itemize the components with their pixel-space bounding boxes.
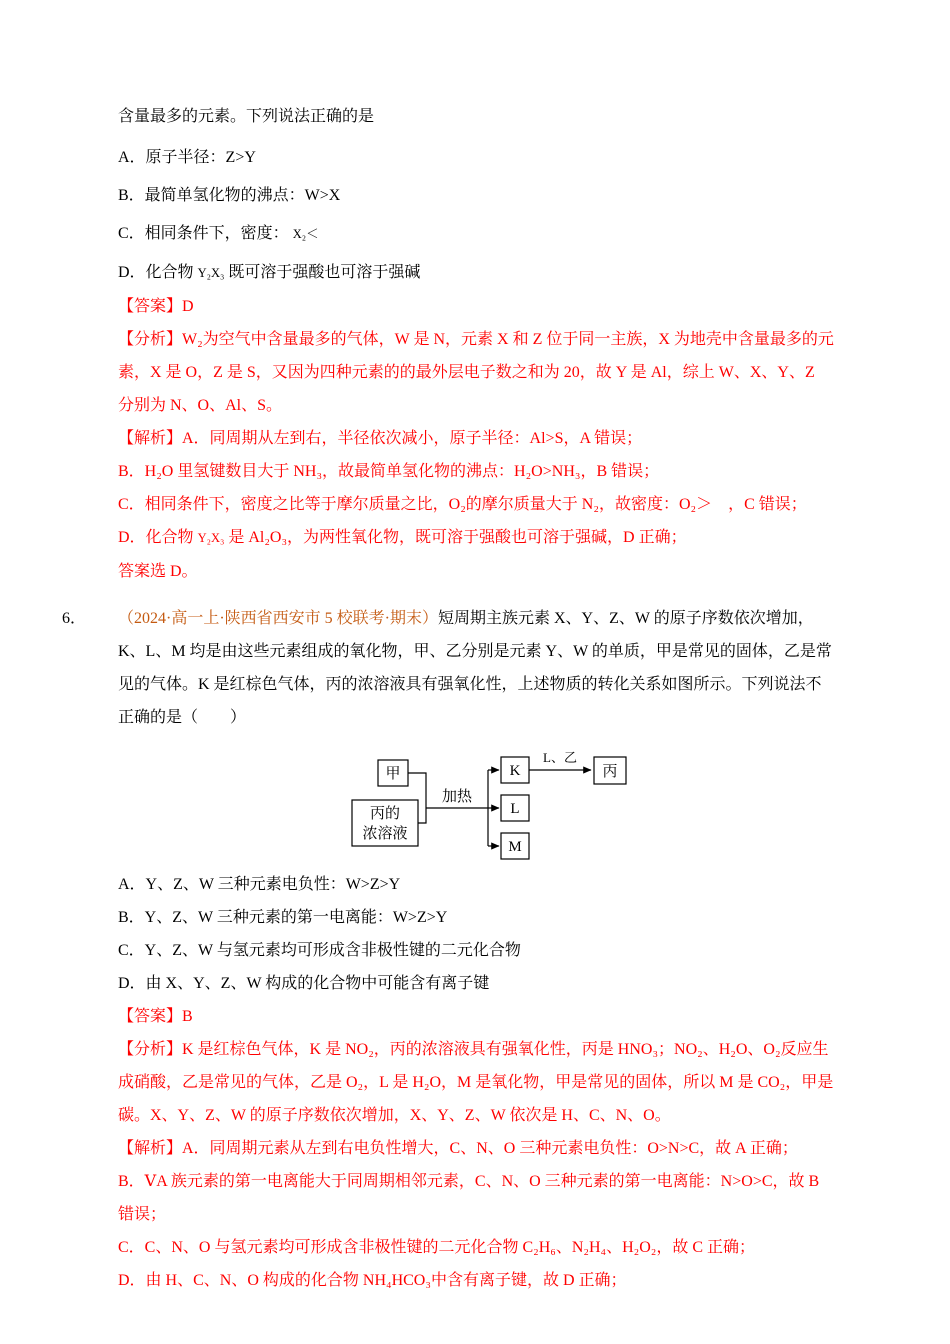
q6-explain-b: B．ⅤA 族元素的第一电离能大于同周期相邻元素，C、N、O 三种元素的第一电离能：N>O>C，故 B 错误； xyxy=(118,1173,820,1223)
q5-explain-a: 【解析】A．同周期从左到右，半径依次减小，原子半径：Al>S，A 错误； xyxy=(118,430,643,447)
q6-option-d: D．由 X、Y、Z、W 构成的化合物中可能含有离子键 xyxy=(118,975,490,992)
q5-option-a: A．原子半径：Z>Y xyxy=(118,149,256,166)
q6-option-c: C．Y、Z、W 与氢元素均可形成含非极性键的二元化合物 xyxy=(118,942,521,959)
q6-stem-text: 短周期主族元素 X、Y、Z、W 的原子序数依次增加，K、L、M 均是由这些元素组成的氧化物，甲、乙分别是元素 Y、W 的单质，甲是常见的固体，乙是常见的气体。K 是红棕色气体，丙的浓溶液具有强氧化性，上述物质的转化关系如图所示。下列说法不正确的是（ ） xyxy=(118,610,832,726)
q5-option-b: B．最简单氢化物的沸点：W>X xyxy=(118,187,341,204)
q6-diagram-svg xyxy=(350,738,650,860)
q5-option-c-text: C．相同条件下，密度： xyxy=(118,225,289,242)
q6-explain-c: C．C、N、O 与氢元素均可形成含非极性键的二元化合物 C₂H₆、N₂H₄、H₂O₂，故 C 正确； xyxy=(118,1239,756,1256)
q5-explain-b: B．H₂O 里氢键数目大于 NH₃，故最简单氢化物的沸点：H₂O>NH₃，B 错误； xyxy=(118,463,660,480)
q6-source: （2024·高一上·陕西省西安市 5 校联考·期末） xyxy=(118,610,438,627)
q5-stem-tail: 含量最多的元素。下列说法正确的是 xyxy=(118,108,375,125)
q5-option-d-suffix: 既可溶于强酸也可溶于强碱 xyxy=(228,264,421,281)
q5-explain-d-text: D．化合物 xyxy=(118,529,194,546)
diagram-connector-jia xyxy=(408,773,426,808)
diagram-label-m: M xyxy=(508,839,522,855)
diagram-label-l: L xyxy=(510,801,520,817)
diagram-label-k: K xyxy=(509,763,521,779)
q6-explain-a: 【解析】A．同周期元素从左到右电负性增大，C、N、O 三种元素电负性：O>N>C，故 A 正确； xyxy=(118,1140,798,1157)
q5-option-d-formula: Y₂X₃ xyxy=(197,266,225,280)
diagram-label-jia: 甲 xyxy=(385,766,401,782)
q5-answer-choice: 答案选 D。 xyxy=(118,563,198,580)
q6-conversion-diagram xyxy=(350,738,650,860)
diagram-label-bing: 丙 xyxy=(602,764,618,780)
q6-number: 6． xyxy=(62,610,87,627)
q5-answer: 【答案】D xyxy=(118,298,194,315)
diagram-label-bing-conc-line2: 浓溶液 xyxy=(362,826,408,842)
q6-option-a: A．Y、Z、W 三种元素电负性：W>Z>Y xyxy=(118,876,401,893)
q6-answer: 【答案】B xyxy=(118,1008,193,1025)
q5-option-c-formula: X₂＜ xyxy=(292,227,319,241)
q6-option-b: B．Y、Z、W 三种元素的第一电离能：W>Z>Y xyxy=(118,909,448,926)
q5-explain-d-suffix: 是 Al₂O₃，为两性氧化物，既可溶于强酸也可溶于强碱，D 正确； xyxy=(228,529,687,546)
diagram-connector-bing-conc xyxy=(418,808,426,823)
q5-explain-d-formula: Y₂X₃ xyxy=(197,531,225,545)
diagram-label-l-yi: L、乙 xyxy=(543,750,577,765)
diagram-label-heat: 加热 xyxy=(441,789,473,805)
diagram-label-bing-conc-line1: 丙的 xyxy=(369,806,401,822)
q5-option-d xyxy=(118,256,834,290)
q5-option-c xyxy=(118,217,834,251)
q6-analysis: 【分析】K 是红棕色气体，K 是 NO₂，丙的浓溶液具有强氧化性，丙是 HNO₃；NO₂、H₂O、O₂反应生成硝酸，乙是常见的气体，乙是 O₂，L 是 H₂O，M 是氧化物，甲是常见的固体，所以 M 是 CO₂，甲是碳。X、Y、Z、W 的原子序数依次增加，X、Y、Z、W 依次是 H、C、N、O。 xyxy=(118,1041,834,1124)
q5-option-d-text: D．化合物 xyxy=(118,264,194,281)
q5-analysis: 【分析】W₂为空气中含量最多的气体，W 是 N，元素 X 和 Z 位于同一主族，X 为地壳中含量最多的元素，X 是 O，Z 是 S，又因为四种元素的的最外层电子数之和为 20，故 Y 是 Al，综上 W、X、Y、Z 分别为 N、O、Al、S。 xyxy=(118,331,834,414)
q6-stem xyxy=(62,602,834,734)
q5-explain-d xyxy=(118,521,834,555)
q6-explain-d: D．由 H、C、N、O 构成的化合物 NH₄HCO₃中含有离子键，故 D 正确； xyxy=(118,1272,627,1289)
q5-explain-c: C．相同条件下，密度之比等于摩尔质量之比，O₂的摩尔质量大于 N₂，故密度：O₂＞ ，C 错误； xyxy=(118,496,807,513)
